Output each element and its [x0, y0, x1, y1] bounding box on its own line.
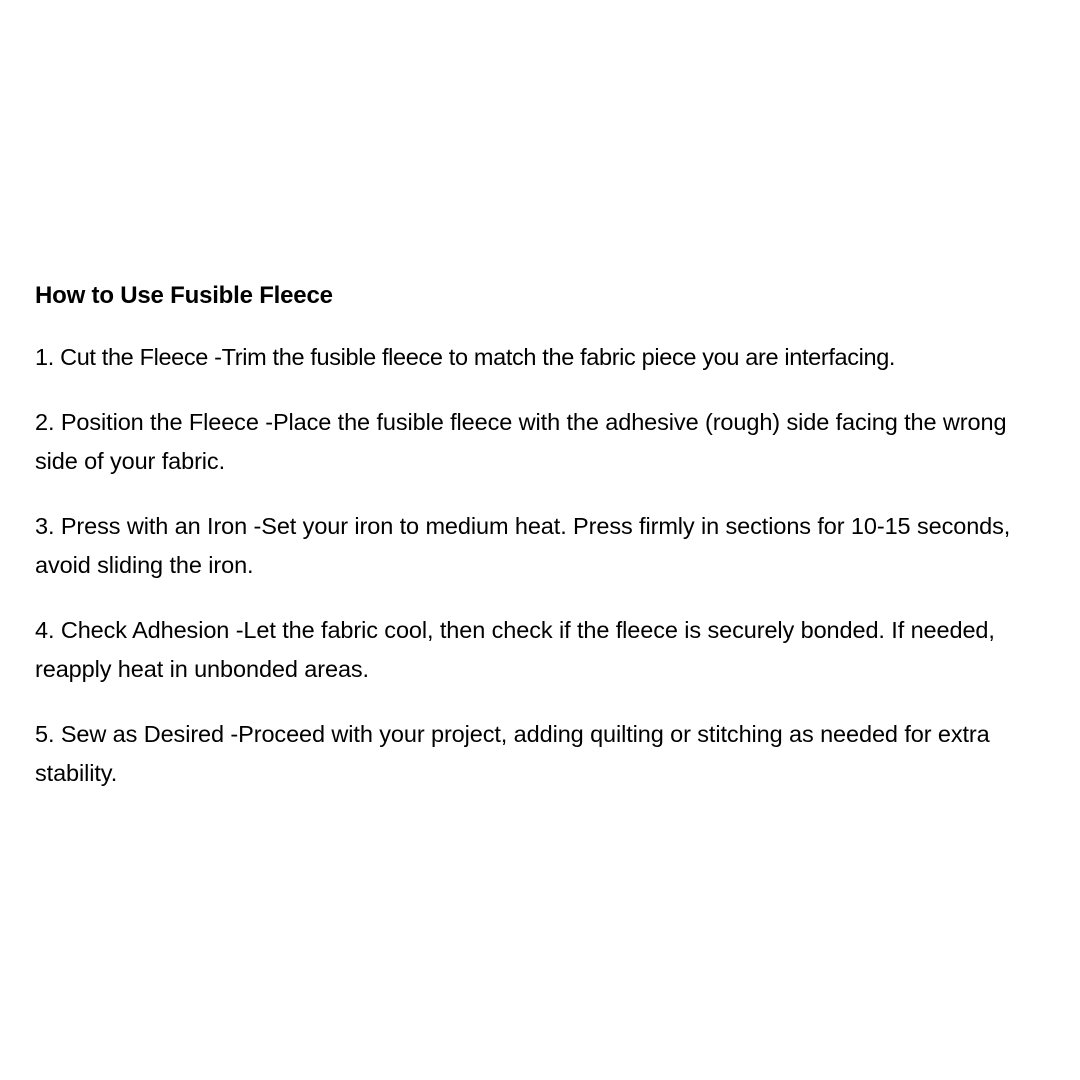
step-press-iron: 3. Press with an Iron -Set your iron to medium heat. Press firmly in sections for 10-15 seconds, avoid sliding the iron. [35, 513, 1011, 578]
step-cut-fleece: 1. Cut the Fleece -Trim the fusible fleece to match the fabric piece you are interfacing. [35, 344, 896, 370]
step-check-adhesion: 4. Check Adhesion -Let the fabric cool, then check if the fleece is securely bonded. If needed, reapply heat in unbonded areas. [35, 617, 995, 682]
step-position-fleece: 2. Position the Fleece -Place the fusible fleece with the adhesive (rough) side facing the wrong side of your fabric. [35, 409, 1007, 474]
document-title: How to Use Fusible Fleece [35, 282, 333, 309]
steps-list [35, 338, 1050, 793]
document-body [35, 278, 1050, 793]
step-sew-as-desired: 5. Sew as Desired -Proceed with your project, adding quilting or stitching as needed for extra stability. [35, 721, 990, 786]
